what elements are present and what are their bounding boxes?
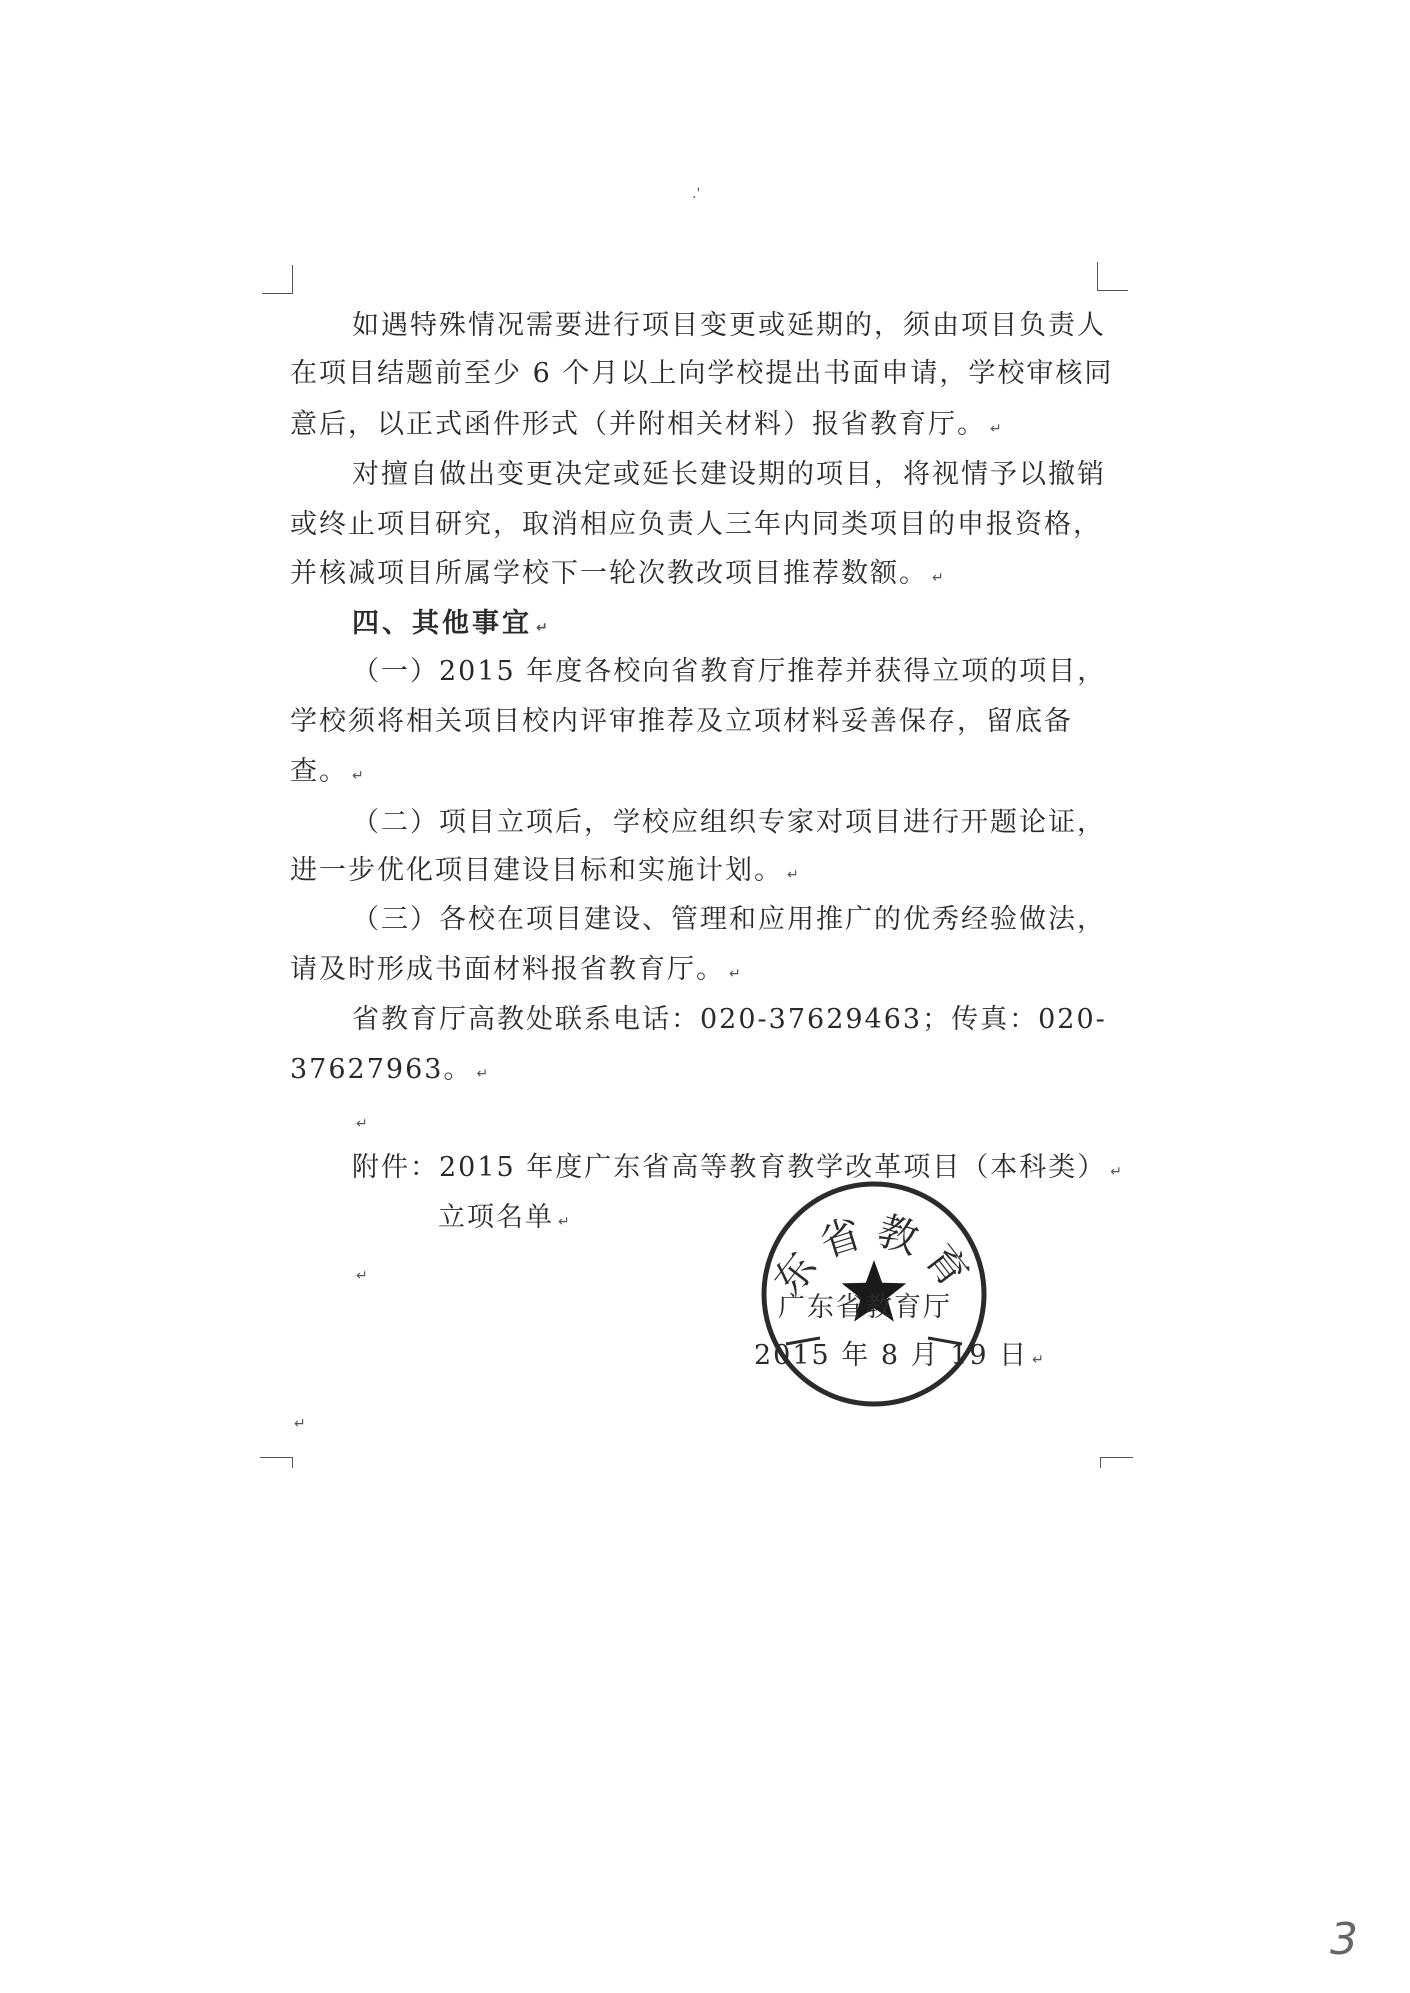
body-line: （一）2015 年度各校向省教育厅推荐并获得立项的项目， bbox=[352, 656, 1107, 687]
attachment-line: 立项名单 ↵ bbox=[438, 1202, 570, 1233]
crop-mark-bottom-left bbox=[260, 1457, 293, 1468]
top-mark: .' bbox=[692, 186, 701, 202]
paragraph-mark: ↵ bbox=[536, 620, 548, 636]
body-line: 如遇特殊情况需要进行项目变更或延期的，须由项目负责人 bbox=[352, 310, 1106, 341]
body-line: 请及时形成书面材料报省教育厅。 ↵ bbox=[290, 954, 741, 985]
empty-paragraph bbox=[352, 1252, 368, 1296]
body-line: 或终止项目研究，取消相应负责人三年内同类项目的申报资格， bbox=[290, 509, 1102, 540]
paragraph-mark: ↵ bbox=[787, 867, 799, 883]
body-line: 在项目结题前至少 6 个月以上向学校提出书面申请，学校审核同 bbox=[290, 358, 1114, 389]
crop-mark-bottom-right bbox=[1100, 1457, 1133, 1468]
body-line: 对擅自做出变更决定或延长建设期的项目，将视情予以撤销 bbox=[352, 459, 1106, 490]
empty-paragraph bbox=[352, 1100, 368, 1144]
body-line: 并核减项目所属学校下一轮次教改项目推荐数额。 ↵ bbox=[290, 558, 944, 589]
attachment-line: 附件：2015 年度广东省高等教育教学改革项目（本科类） ↵ bbox=[352, 1152, 1123, 1183]
paragraph-mark: ↵ bbox=[1032, 1352, 1044, 1368]
signature-date: 2015 年 8 月 19 日 ↵ bbox=[754, 1340, 1044, 1371]
body-line: 学校须将相关项目校内评审推荐及立项材料妥善保存，留底备 bbox=[290, 706, 1073, 737]
crop-mark-top-right bbox=[1097, 262, 1128, 291]
paragraph-mark: ↵ bbox=[1110, 1164, 1123, 1180]
page-number: 3 bbox=[1330, 1914, 1358, 1965]
paragraph-mark: ↵ bbox=[558, 1214, 570, 1230]
contact-line: 37627963。 ↵ bbox=[290, 1054, 489, 1085]
paragraph-mark: ↵ bbox=[356, 1116, 368, 1132]
body-line: 意后，以正式函件形式（并附相关材料）报省教育厅。 ↵ bbox=[290, 409, 1002, 440]
svg-text:东省教育: 东省教育 bbox=[765, 1207, 983, 1304]
body-line: （三）各校在项目建设、管理和应用推广的优秀经验做法， bbox=[352, 904, 1106, 935]
contact-line: 省教育厅高教处联系电话：020-37629463；传真：020- bbox=[352, 1004, 1107, 1035]
paragraph-mark: ↵ bbox=[990, 421, 1002, 437]
paragraph-mark: ↵ bbox=[356, 1268, 368, 1284]
paragraph-mark: ↵ bbox=[352, 768, 364, 784]
paragraph-mark: ↵ bbox=[476, 1066, 489, 1082]
signature-org: 广东省教育厅 bbox=[778, 1292, 952, 1323]
paragraph-mark: ↵ bbox=[932, 570, 944, 586]
body-line: 进一步优化项目建设目标和实施计划。 ↵ bbox=[290, 855, 799, 886]
section-heading: 四、其他事宜 ↵ bbox=[352, 608, 548, 639]
body-line: （二）项目立项后，学校应组织专家对项目进行开题论证， bbox=[352, 807, 1106, 838]
empty-paragraph bbox=[290, 1400, 306, 1444]
paragraph-mark: ↵ bbox=[729, 966, 741, 982]
body-line: 查。 ↵ bbox=[290, 756, 364, 787]
paragraph-mark: ↵ bbox=[294, 1416, 306, 1432]
crop-mark-top-left bbox=[262, 265, 293, 294]
